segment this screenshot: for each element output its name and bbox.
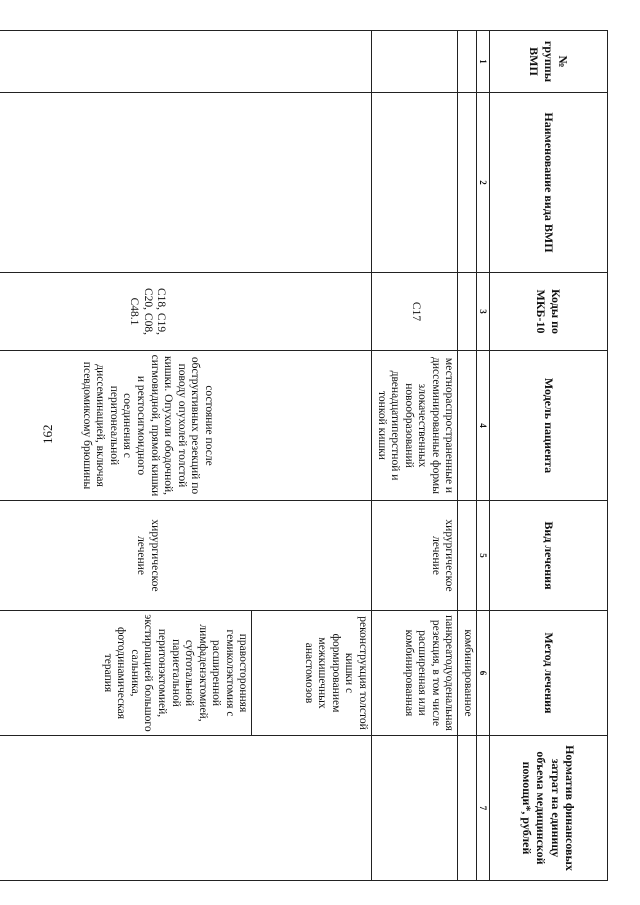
header-cost-standard: Норматив финансовых затрат на единицу объема медицинской помощи*, рублей — [490, 736, 608, 881]
column-number: 5 — [477, 501, 490, 611]
method-item: правосторонняя гемиколэктомия с расширенной лимфаденэктомией, субтотальной париетальной перитонэктомией, экстирпацией большого сальника, фотодинамическая терапия — [0, 611, 252, 735]
cell-group — [372, 31, 458, 93]
page-number: 162 — [40, 424, 55, 444]
cell-model: местнораспространенные и диссеминированные формы злокачественных новообразований двенадцатиперстной и тонкой кишки — [372, 351, 458, 501]
column-number: 6 — [477, 611, 490, 736]
table-row — [372, 31, 458, 881]
cell-cost — [372, 736, 458, 881]
table-row — [458, 31, 477, 881]
cell-method: панкреатодуоденальная резекция, в том числе расширенная или комбинированная — [372, 611, 458, 736]
cell-cost — [458, 736, 477, 881]
header-group-number: № группы ВМП — [490, 31, 608, 93]
table-row — [0, 31, 372, 881]
header-vmp-name: Наименование вида ВМП — [490, 93, 608, 273]
cell-group — [458, 31, 477, 93]
cell-model — [458, 351, 477, 501]
header-treatment-type: Вид лечения — [490, 501, 608, 611]
column-number-row — [477, 31, 490, 881]
header-patient-model: Модель пациента — [490, 351, 608, 501]
cell-vmp-name — [0, 93, 372, 273]
cell-group — [0, 31, 372, 93]
header-icd-codes: Коды по МКБ-10 — [490, 273, 608, 351]
cell-vmp-name — [458, 93, 477, 273]
cell-treatment: хирургическое лечение — [372, 501, 458, 611]
cell-treatment: хирургическое лечение — [0, 501, 372, 611]
column-number: 4 — [477, 351, 490, 501]
cell-method-list — [0, 611, 372, 736]
column-number: 2 — [477, 93, 490, 273]
cell-codes: C18, C19, C20, C08, C48.1 — [0, 273, 372, 351]
cell-method: комбинированное — [458, 611, 477, 736]
cell-vmp-name — [372, 93, 458, 273]
header-treatment-method: Метод лечения — [490, 611, 608, 736]
column-number: 3 — [477, 273, 490, 351]
cell-cost — [0, 736, 372, 881]
cell-codes — [458, 273, 477, 351]
rotated-table-stage — [80, 30, 608, 880]
vmp-table — [0, 30, 608, 881]
header-row — [490, 31, 608, 881]
cell-codes: C17 — [372, 273, 458, 351]
method-item: реконструкция толстой кишки с формированием межкишечных анастомозов — [252, 611, 371, 735]
cell-model: состояние после обструктивных резекций по поводу опухолей толстой кишки. Опухоли ободочной, сигмовидной, прямой кишки и ректосигмоидного соединения с перитонеальной диссеминацией, включая псевдомиксому брюшины — [0, 351, 372, 501]
column-number: 7 — [477, 736, 490, 881]
method-list — [0, 611, 371, 735]
column-number: 1 — [477, 31, 490, 93]
cell-treatment — [458, 501, 477, 611]
